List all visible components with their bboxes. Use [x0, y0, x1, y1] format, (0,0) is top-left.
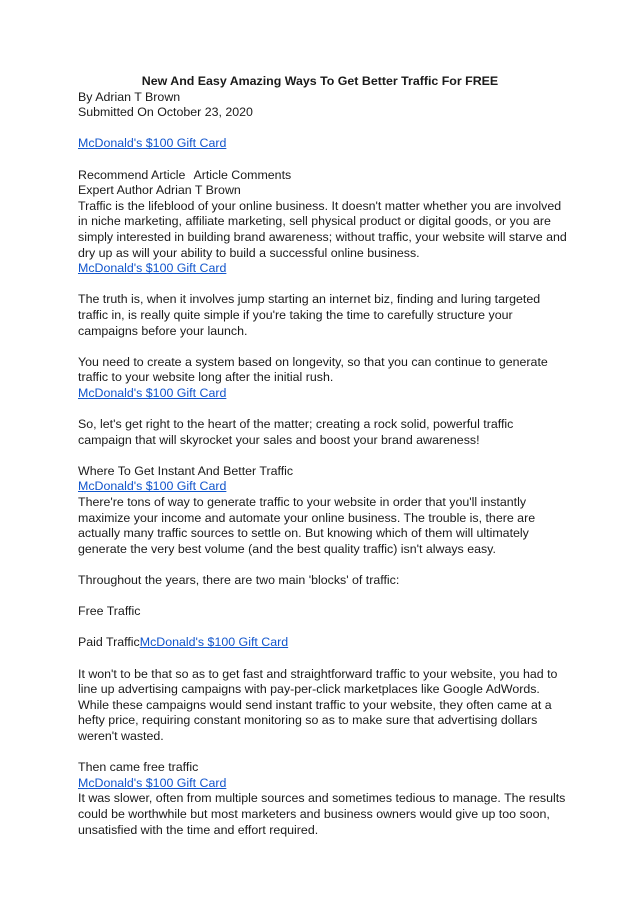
heading-where-traffic: Where To Get Instant And Better Traffic: [78, 463, 294, 478]
gift-card-link-4[interactable]: McDonald's $100 Gift Card: [78, 479, 227, 494]
submitted-date: Submitted On October 23, 2020: [78, 105, 253, 120]
paid-traffic-label: Paid Traffic: [78, 635, 140, 650]
paragraph-4: So, let's get right to the heart of the matter; creating a rock solid, powerful traffic campaign that will skyrocket your sales and boost your brand awareness!: [78, 417, 514, 447]
paid-traffic-line: [78, 635, 568, 651]
gift-card-link-1[interactable]: McDonald's $100 Gift Card: [78, 136, 227, 151]
recommend-article[interactable]: Recommend Article: [78, 167, 186, 182]
gift-card-link-5[interactable]: McDonald's $100 Gift Card: [139, 635, 289, 650]
paragraph-6: Throughout the years, there are two main 'blocks' of traffic:: [78, 573, 400, 587]
article-body: [78, 74, 568, 838]
paragraph-5: There're tons of way to generate traffic to your website in order that you'll instantly maximize your income and automate your online business. The trouble is, there are actually many traffic sources to settle on. But knowing which of them will ultimately generate the very best volume (and the best quality traffic) isn't always easy.: [78, 495, 536, 556]
paragraph-1: Traffic is the lifeblood of your online business. It doesn't matter whether you are involved in niche marketing, affiliate marketing, sell physical product or digital goods, or you are simply interested in building brand awareness; without traffic, your website will starve and dry up as will your ability to build a successful online business.: [78, 198, 567, 260]
article-comments[interactable]: Article Comments: [193, 167, 292, 182]
article-title: New And Easy Amazing Ways To Get Better Traffic For FREE: [141, 74, 499, 88]
paragraph-2: The truth is, when it involves jump starting an internet biz, finding and luring targeted traffic in, is really quite simple if you're taking the time to carefully structure your campaigns before your launch.: [78, 292, 541, 338]
free-traffic-label: Free Traffic: [78, 604, 141, 619]
paragraph-7: It won't to be that so as to get fast and straightforward traffic to your website, you had to line up advertising campaigns with pay-per-click marketplaces like Google AdWords. While these campaigns would send instant traffic to your website, they often came at a hefty price, requiring constant monitoring so as to make sure that advertising dollars weren't wasted.: [78, 666, 558, 743]
then-free-traffic: Then came free traffic: [78, 760, 199, 775]
paragraph-8: It was slower, often from multiple sources and sometimes tedious to manage. The results could be worthwhile but most marketers and business owners would give up too soon, unsatisfied with the time and effort required.: [78, 791, 566, 837]
gift-card-link-2[interactable]: McDonald's $100 Gift Card: [78, 261, 227, 276]
expert-author: Expert Author Adrian T Brown: [78, 183, 241, 198]
paragraph-3: You need to create a system based on longevity, so that you can continue to generate traffic to your website long after the initial rush.: [78, 354, 548, 385]
gift-card-link-6[interactable]: McDonald's $100 Gift Card: [78, 775, 227, 790]
byline: By Adrian T Brown: [78, 89, 181, 104]
article-actions: [78, 168, 568, 184]
gift-card-link-3[interactable]: McDonald's $100 Gift Card: [78, 385, 227, 400]
